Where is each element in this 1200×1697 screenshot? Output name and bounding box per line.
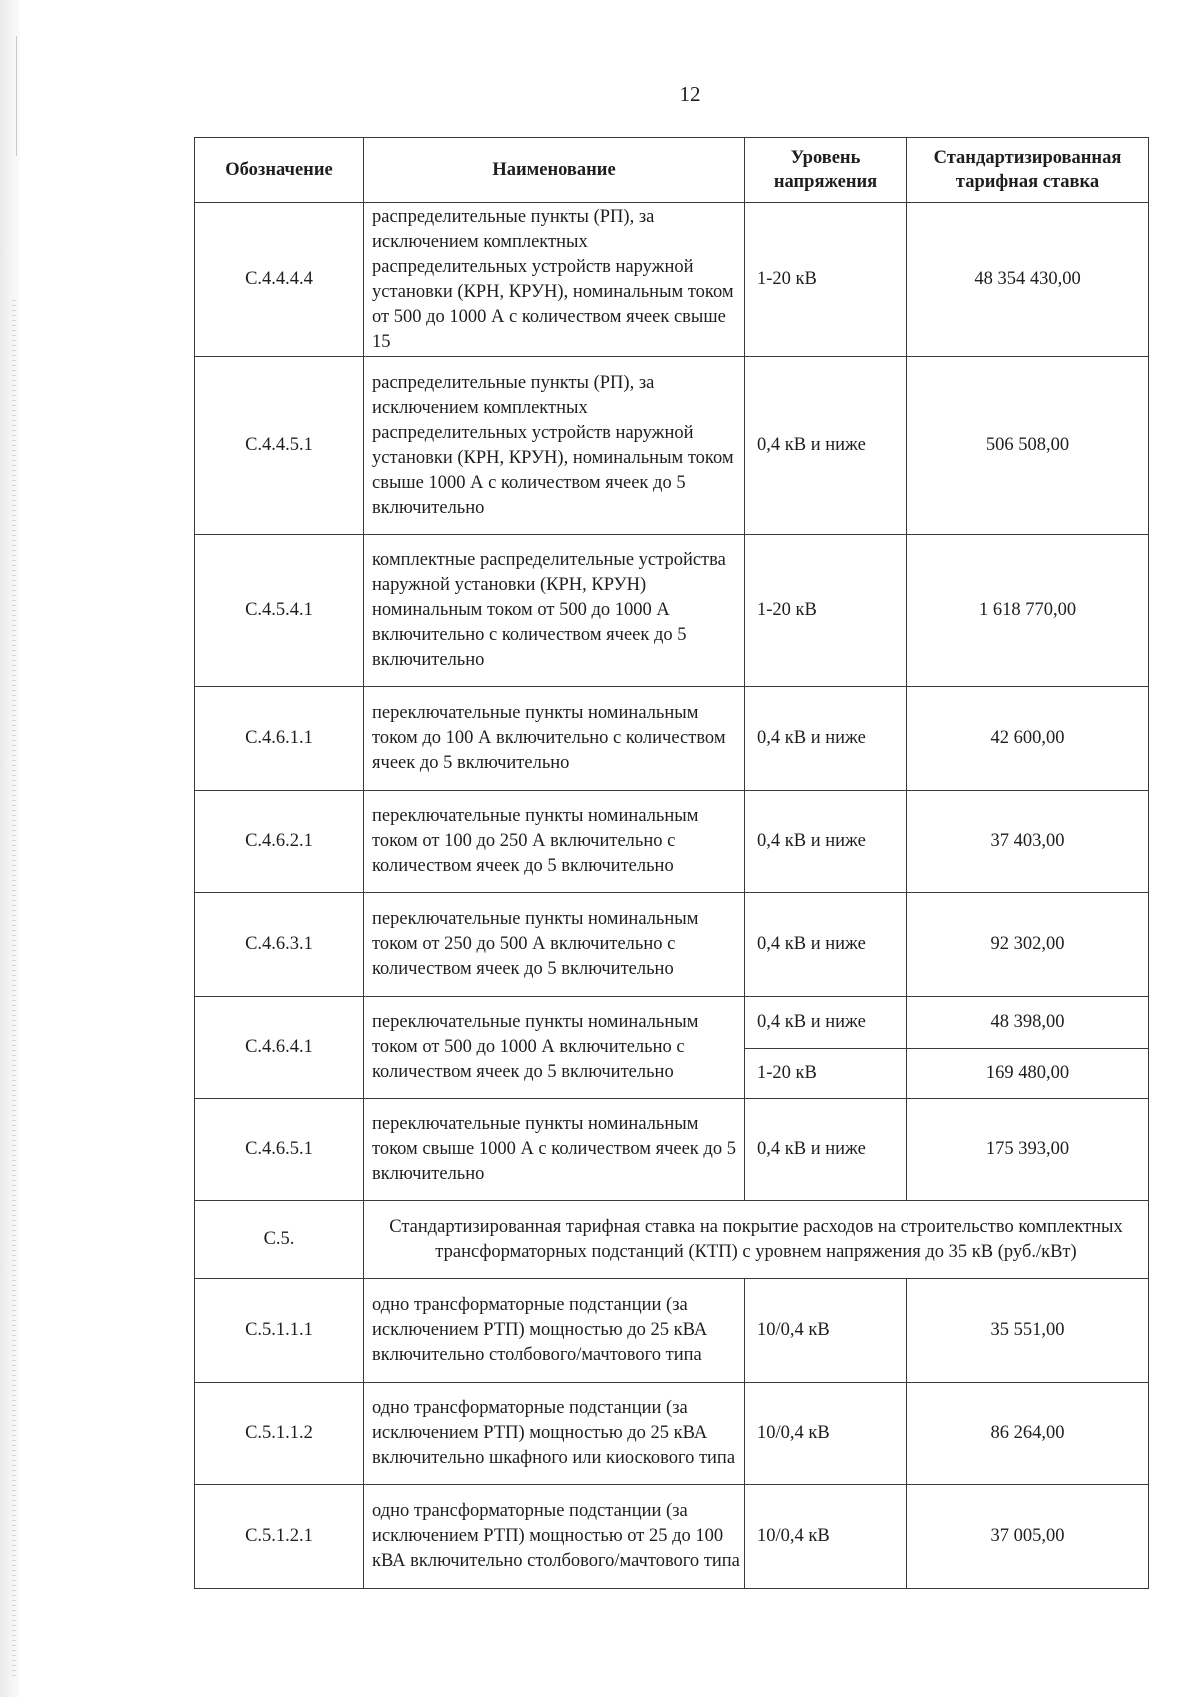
table-row xyxy=(195,687,1149,791)
row-rate: 37 403,00 xyxy=(907,791,1149,893)
row-code: С.4.6.4.1 xyxy=(195,997,364,1099)
section-row xyxy=(195,1201,1149,1279)
page-number: 12 xyxy=(679,82,701,106)
row-rate-2: 169 480,00 xyxy=(907,1049,1149,1099)
row-name: переключательные пункты номинальным током от 500 до 1000 А включительно с количеством ячеек до 5 включительно xyxy=(364,997,745,1099)
row-rate: 37 005,00 xyxy=(907,1485,1149,1589)
row-code: С.4.6.2.1 xyxy=(195,791,364,893)
row-voltage: 10/0,4 кВ xyxy=(745,1485,907,1589)
row-voltage: 0,4 кВ и ниже xyxy=(745,687,907,791)
row-rate: 35 551,00 xyxy=(907,1279,1149,1383)
row-voltage: 0,4 кВ и ниже xyxy=(745,997,907,1049)
row-code: С.4.6.3.1 xyxy=(195,893,364,997)
section-title: Стандартизированная тарифная ставка на покрытие расходов на строительство комплектных трансформаторных подстанций (КТП) с уровнем напряжения до 35 кВ (руб./кВт) xyxy=(364,1201,1149,1279)
row-voltage-2: 1-20 кВ xyxy=(745,1049,907,1099)
row-name: переключательные пункты номинальным током от 100 до 250 А включительно с количеством ячеек до 5 включительно xyxy=(364,791,745,893)
row-voltage: 1-20 кВ xyxy=(745,535,907,687)
row-voltage: 0,4 кВ и ниже xyxy=(745,1099,907,1201)
row-name: распределительные пункты (РП), за исключением комплектных распределительных устройств наружной установки (КРН, КРУН), номинальным током свыше 1000 А с количеством ячеек до 5 включительно xyxy=(364,357,745,535)
table-row xyxy=(195,357,1149,535)
row-rate: 92 302,00 xyxy=(907,893,1149,997)
row-code: С.4.5.4.1 xyxy=(195,535,364,687)
row-rate: 175 393,00 xyxy=(907,1099,1149,1201)
scan-edge xyxy=(0,0,20,1697)
table-row xyxy=(195,893,1149,997)
row-code: С.5.1.2.1 xyxy=(195,1485,364,1589)
section-code: С.5. xyxy=(195,1201,364,1279)
row-name: одно трансформаторные подстанции (за исключением РТП) мощностью от 25 до 100 кВА включительно столбового/мачтового типа xyxy=(364,1485,745,1589)
table-row xyxy=(195,1099,1149,1201)
header-voltage: Уровень напряжения xyxy=(745,138,907,203)
row-name: одно трансформаторные подстанции (за исключением РТП) мощностью до 25 кВА включительно столбового/мачтового типа xyxy=(364,1279,745,1383)
row-name: переключательные пункты номинальным током до 100 А включительно с количеством ячеек до 5 включительно xyxy=(364,687,745,791)
table-row xyxy=(195,203,1149,357)
scan-artifact-line xyxy=(16,36,17,156)
row-voltage: 0,4 кВ и ниже xyxy=(745,893,907,997)
row-rate: 48 398,00 xyxy=(907,997,1149,1049)
row-name: одно трансформаторные подстанции (за исключением РТП) мощностью до 25 кВА включительно шкафного или киоскового типа xyxy=(364,1383,745,1485)
tariff-table xyxy=(194,137,1149,1589)
table-header-row xyxy=(195,138,1149,203)
row-name: переключательные пункты номинальным током от 250 до 500 А включительно с количеством ячеек до 5 включительно xyxy=(364,893,745,997)
row-rate: 42 600,00 xyxy=(907,687,1149,791)
row-code: С.4.6.1.1 xyxy=(195,687,364,791)
row-voltage: 0,4 кВ и ниже xyxy=(745,791,907,893)
row-code: С.4.4.4.4 xyxy=(195,203,364,357)
header-code: Обозначение xyxy=(195,138,364,203)
row-code: С.4.6.5.1 xyxy=(195,1099,364,1201)
row-rate: 48 354 430,00 xyxy=(907,203,1149,357)
scan-artifact-dots xyxy=(12,300,16,1680)
row-voltage: 0,4 кВ и ниже xyxy=(745,357,907,535)
header-rate: Стандартизированная тарифная ставка xyxy=(907,138,1149,203)
row-code: С.5.1.1.1 xyxy=(195,1279,364,1383)
row-name: распределительные пункты (РП), за исключением комплектных распределительных устройств наружной установки (КРН, КРУН), номинальным током от 500 до 1000 А с количеством ячеек свыше 15 xyxy=(364,203,745,357)
row-rate: 506 508,00 xyxy=(907,357,1149,535)
table-row xyxy=(195,1485,1149,1589)
table-row xyxy=(195,1383,1149,1485)
row-name: переключательные пункты номинальным током свыше 1000 А с количеством ячеек до 5 включительно xyxy=(364,1099,745,1201)
row-name: комплектные распределительные устройства наружной установки (КРН, КРУН) номинальным током от 500 до 1000 А включительно с количеством ячеек до 5 включительно xyxy=(364,535,745,687)
row-code: С.5.1.1.2 xyxy=(195,1383,364,1485)
row-code: С.4.4.5.1 xyxy=(195,357,364,535)
row-voltage: 1-20 кВ xyxy=(745,203,907,357)
row-rate: 86 264,00 xyxy=(907,1383,1149,1485)
table-row xyxy=(195,791,1149,893)
header-name: Наименование xyxy=(364,138,745,203)
table-row xyxy=(195,997,1149,1049)
table-row xyxy=(195,535,1149,687)
row-voltage: 10/0,4 кВ xyxy=(745,1279,907,1383)
row-voltage: 10/0,4 кВ xyxy=(745,1383,907,1485)
table-row xyxy=(195,1279,1149,1383)
row-rate: 1 618 770,00 xyxy=(907,535,1149,687)
